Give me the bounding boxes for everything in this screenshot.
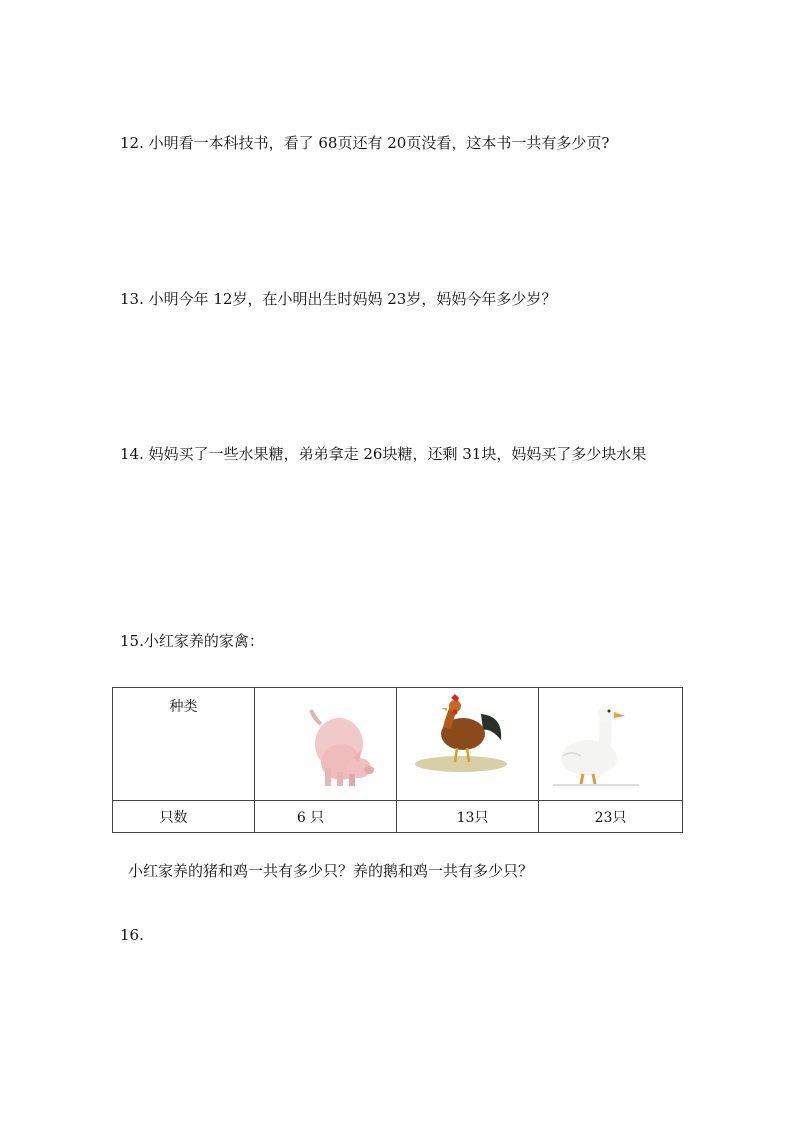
rooster-count-cell (397, 801, 539, 833)
type-header-cell (113, 688, 255, 801)
goose-image (551, 700, 641, 790)
goose-count-cell (539, 801, 683, 833)
pig-cell (255, 688, 397, 801)
question-14: 14. 妈妈买了一些水果糖，弟弟拿走 26块糖，还剩 31块，妈妈买了多少块水果 (120, 445, 647, 463)
pig-count-cell (255, 801, 397, 833)
livestock-table (112, 687, 683, 833)
question-15: 15.小红家养的家禽： (120, 632, 264, 650)
count-header-cell (113, 801, 255, 833)
goose-count: 23只 (594, 809, 627, 826)
question-13: 13. 小明今年 12岁，在小明出生时妈妈 23岁，妈妈今年多少岁？ (120, 290, 557, 308)
pig-count: 6 只 (296, 809, 325, 826)
pig-image (301, 702, 381, 788)
goose-cell (539, 688, 683, 801)
rooster-image (411, 694, 511, 774)
question-12: 12. 小明看一本科技书，看了 68页还有 20页没看，这本书一共有多少页? (120, 134, 610, 152)
rooster-count: 13只 (456, 809, 489, 826)
question-15-prompt: 小红家养的猪和鸡一共有多少只？养的鹅和鸡一共有多少只？ (128, 862, 534, 880)
question-16: 16. (120, 926, 144, 944)
type-label: 种类 (169, 699, 198, 715)
count-label: 只数 (159, 809, 188, 826)
rooster-cell (397, 688, 539, 801)
